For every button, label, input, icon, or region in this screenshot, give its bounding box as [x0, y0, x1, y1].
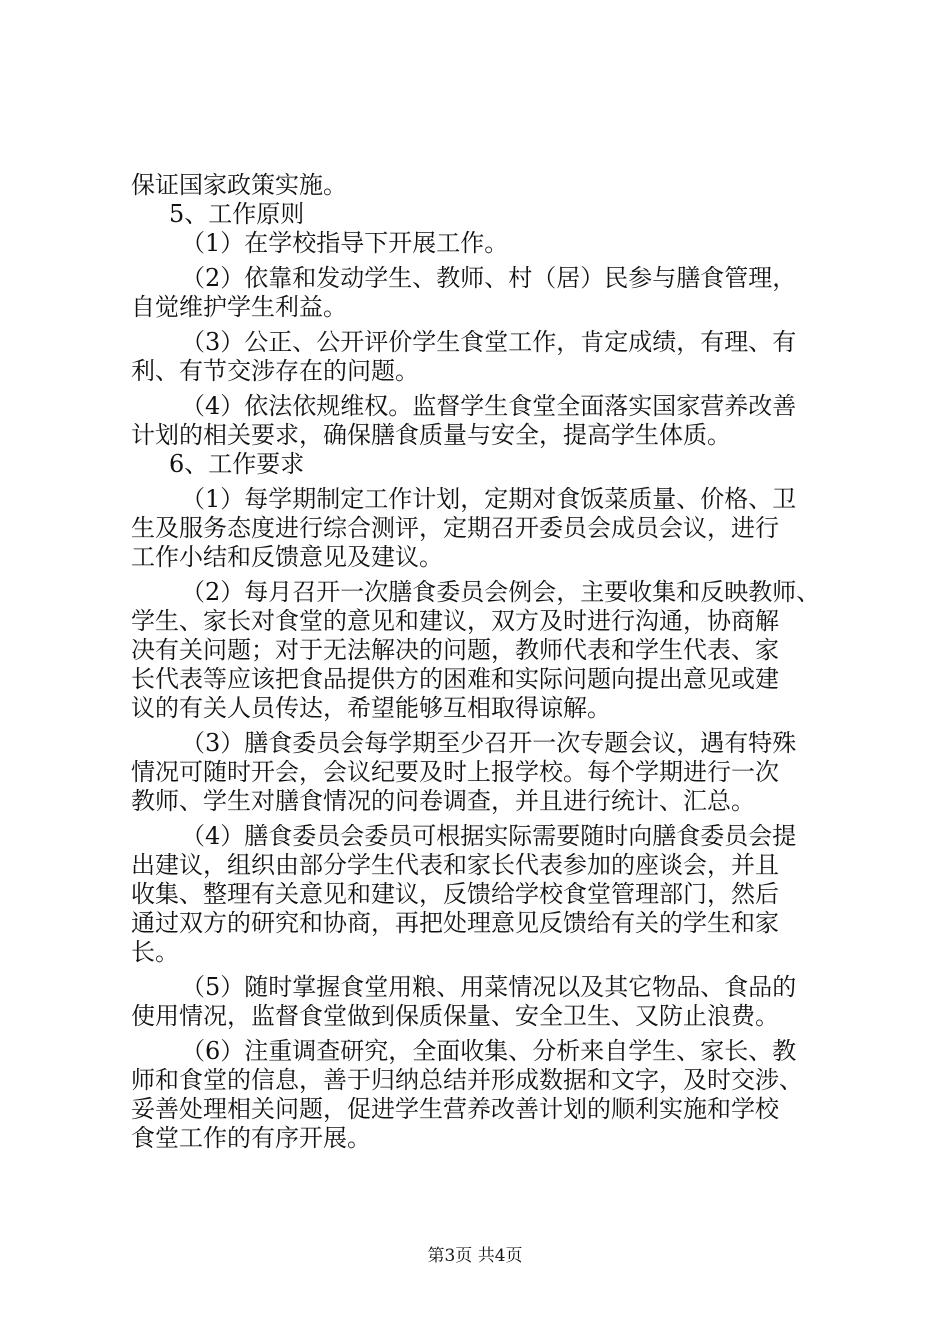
text-line: 长代表等应该把食品提供方的困难和实际问题向提出意见或建 — [131, 665, 779, 693]
text-line: 生及服务态度进行综合测评，定期召开委员会成员会议，进行 — [131, 514, 779, 542]
document-body — [131, 171, 831, 1153]
page-footer — [0, 1245, 950, 1267]
text-line: 学生、家长对食堂的意见和建议，双方及时进行沟通，协商解 — [131, 607, 779, 635]
text-line: 决有关问题；对于无法解决的问题，教师代表和学生代表、家 — [131, 636, 779, 664]
text-line: （1）在学校指导下开展工作。 — [181, 229, 509, 257]
text-line: 师和食堂的信息，善于归纳总结并形成数据和文字，及时交涉、 — [131, 1066, 803, 1094]
text-line: 自觉维护学生利益。 — [131, 293, 347, 321]
text-line: 出建议，组织由部分学生代表和家长代表参加的座谈会，并且 — [131, 851, 779, 879]
text-line: 保证国家政策实施。 — [131, 171, 347, 199]
text-line: （1）每学期制定工作计划，定期对食饭菜质量、价格、卫 — [181, 485, 797, 513]
text-line: 计划的相关要求，确保膳食质量与安全，提高学生体质。 — [131, 421, 731, 449]
text-line: 收集、整理有关意见和建议，反馈给学校食堂管理部门，然后 — [131, 880, 779, 908]
text-line: 工作小结和反馈意见及建议。 — [131, 543, 443, 571]
text-line: 通过双方的研究和协商，再把处理意见反馈给有关的学生和家 — [131, 909, 779, 937]
text-line: （4）膳食委员会委员可根据实际需要随时向膳食委员会提 — [181, 822, 797, 850]
text-line: （2）依靠和发动学生、教师、村（居）民参与膳食管理， — [181, 264, 797, 292]
section-heading: 5、工作原则 — [169, 200, 305, 228]
text-line: 食堂工作的有序开展。 — [131, 1124, 371, 1152]
section-heading: 6、工作要求 — [169, 450, 305, 478]
text-line: 利、有节交涉存在的问题。 — [131, 357, 419, 385]
text-line: 长。 — [131, 938, 179, 966]
text-line: 教师、学生对膳食情况的问卷调查，并且进行统计、汇总。 — [131, 787, 755, 815]
text-line: （6）注重调查研究，全面收集、分析来自学生、家长、教 — [181, 1037, 797, 1065]
page-number-label: 第3页 共4页 — [427, 1246, 523, 1266]
text-line: 使用情况，监督食堂做到保质保量、安全卫生、又防止浪费。 — [131, 1002, 779, 1030]
text-line: 妥善处理相关问题，促进学生营养改善计划的顺利实施和学校 — [131, 1095, 779, 1123]
text-line: 议的有关人员传达，希望能够互相取得谅解。 — [131, 694, 611, 722]
text-line: （4）依法依规维权。监督学生食堂全面落实国家营养改善 — [181, 392, 797, 420]
text-line: （3）公正、公开评价学生食堂工作，肯定成绩，有理、有 — [181, 328, 797, 356]
text-line: （5）随时掌握食堂用粮、用菜情况以及其它物品、食品的 — [181, 973, 797, 1001]
text-line: 情况可随时开会，会议纪要及时上报学校。每个学期进行一次 — [131, 758, 779, 786]
text-line: （3）膳食委员会每学期至少召开一次专题会议，遇有特殊 — [181, 729, 797, 757]
text-line: （2）每月召开一次膳食委员会例会，主要收集和反映教师、 — [181, 578, 821, 606]
